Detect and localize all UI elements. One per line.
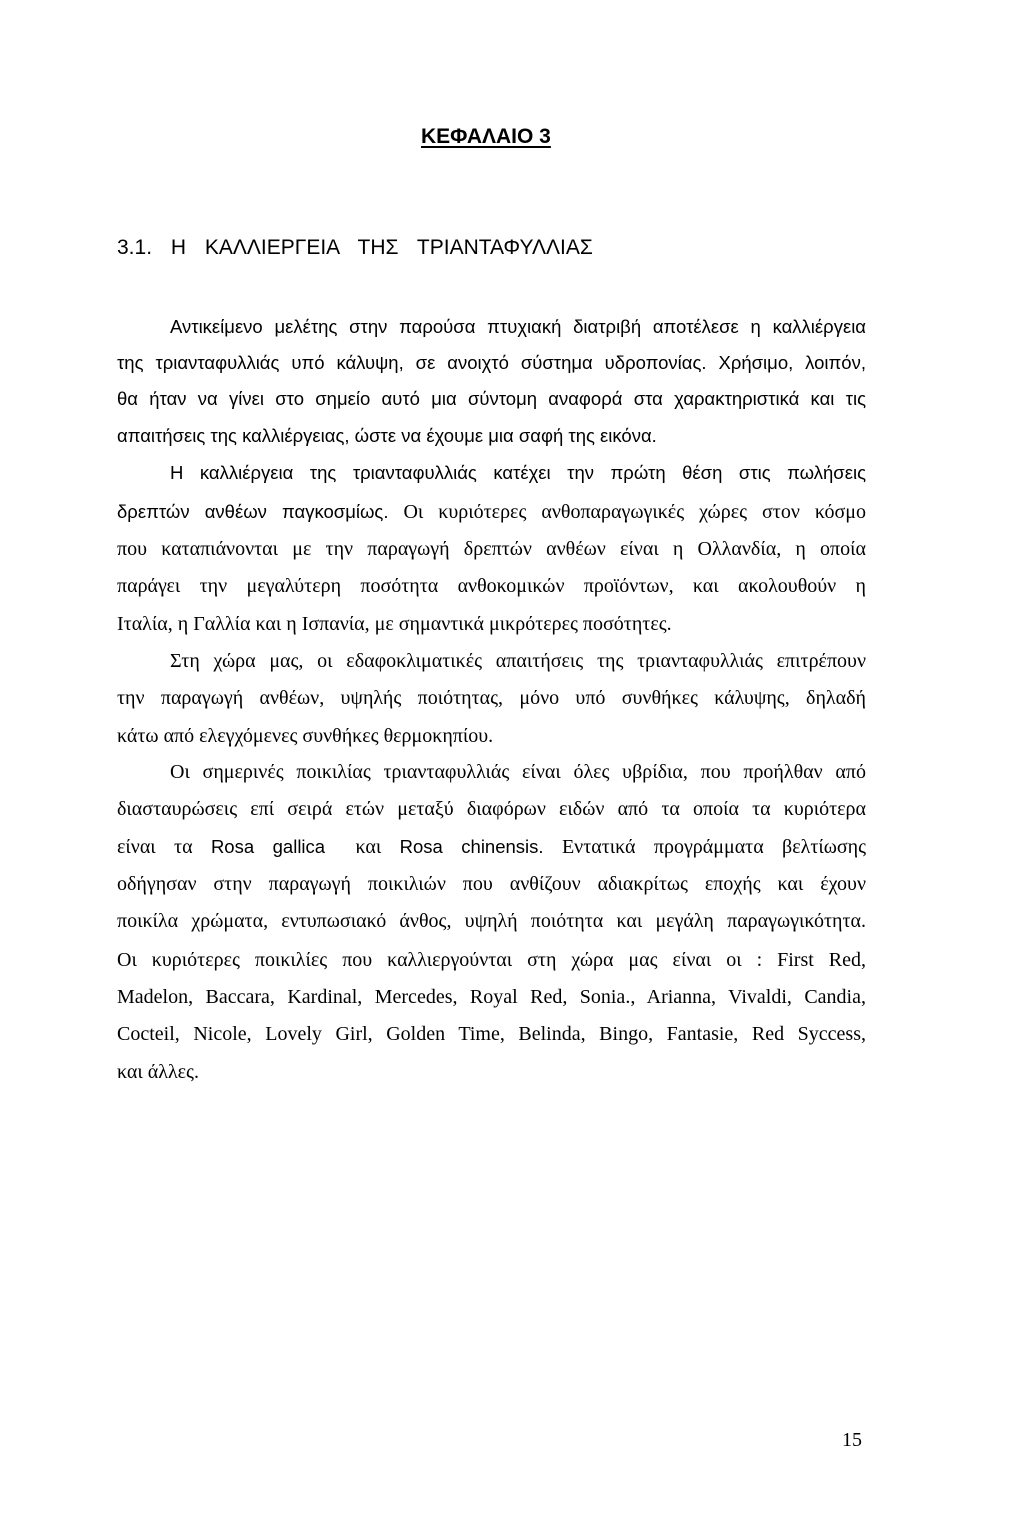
text-line <box>117 723 866 749</box>
text-run: Cocteil, Nicole, Lovely Girl, Golden Time, Belinda, Bingo, Fantasie, Red Syccess, <box>117 1023 866 1045</box>
text-line <box>117 386 866 412</box>
page-number: 15 <box>842 1429 862 1451</box>
section-heading: 3.1. Η ΚΑΛΛΙΕΡΓΕΙΑ ΤΗΣ ΤΡΙΑΝΤΑΦΥΛΛΙΑΣ <box>117 236 593 259</box>
text-line <box>117 423 866 449</box>
text-run: της τριανταφυλλιάς υπό κάλυψη, σε ανοιχτό σύστημα υδροπονίας. Χρήσιμο, λοιπόν, <box>117 352 866 373</box>
text-line <box>117 350 866 376</box>
text-line <box>117 611 866 637</box>
species-name: Rosa chinensis. <box>399 836 544 857</box>
text-run: Ιταλία, η Γαλλία και η Ισπανία, με σημαντικά μικρότερες ποσότητες. <box>117 613 672 635</box>
chapter-title: ΚΕΦΑΛΑΙΟ 3 <box>421 125 551 148</box>
text-run: Οι κυριότερες ανθοπαραγωγικές χώρες στον κόσμο <box>403 501 866 523</box>
text-run: Στη χώρα μας, οι εδαφοκλιματικές απαιτήσεις της τριανταφυλλιάς επιτρέπουν <box>170 650 866 672</box>
text-run: παράγει την μεγαλύτερη ποσότητα ανθοκομικών προϊόντων, και ακολουθούν η <box>117 575 866 597</box>
text-run: Αντικείμενο μελέτης στην παρούσα πτυχιακή διατριβή αποτέλεσε η καλλιέργεια <box>170 316 866 337</box>
text-run: την παραγωγή ανθέων, υψηλής ποιότητας, μόνο υπό συνθήκες κάλυψης, δηλαδή <box>117 687 866 709</box>
text-run: Οι κυριότερες ποικιλίες που καλλιεργούνται στη χώρα μας είναι οι : First Red, <box>117 949 866 971</box>
text-run: και <box>355 836 382 858</box>
text-run: που καταπιάνονται με την παραγωγή δρεπτών ανθέων είναι η Ολλανδία, η οποία <box>117 538 866 560</box>
text-run: Madelon, Baccara, Kardinal, Mercedes, Royal Red, Sonia., Arianna, Vivaldi, Candia, <box>117 986 866 1008</box>
text-line <box>170 314 866 340</box>
text-run: οδήγησαν στην παραγωγή ποικιλιών που ανθίζουν αδιακρίτως εποχής και έχουν <box>117 873 866 895</box>
text-run: είναι τα <box>117 836 193 858</box>
text-line <box>170 460 866 486</box>
text-run: Η καλλιέργεια της τριανταφυλλιάς κατέχει την πρώτη θέση στις πωλήσεις <box>170 462 866 483</box>
text-line <box>117 499 866 525</box>
text-line <box>117 1059 866 1085</box>
text-run: ποικίλα χρώματα, εντυπωσιακό άνθος, υψηλή ποιότητα και μεγάλη παραγωγικότητα. <box>117 910 866 932</box>
text-line <box>117 947 866 973</box>
text-run: Εντατικά προγράμματα βελτίωσης <box>561 836 867 858</box>
text-line <box>170 759 866 785</box>
text-line <box>117 796 866 822</box>
text-run: κάτω από ελεγχόμενες συνθήκες θερμοκηπίου. <box>117 725 494 747</box>
text-run: θα ήταν να γίνει στο σημείο αυτό μια σύντομη αναφορά στα χαρακτηριστικά και τις <box>117 388 866 409</box>
text-run: και άλλες. <box>117 1061 199 1083</box>
text-line <box>170 648 866 674</box>
text-run: Οι σημερινές ποικιλίας τριανταφυλλιάς είναι όλες υβρίδια, που προήλθαν από <box>170 761 866 783</box>
text-line <box>117 908 866 934</box>
text-line <box>117 1021 866 1047</box>
text-run: διασταυρώσεις επί σειρά ετών μεταξύ διαφόρων ειδών από τα οποία τα κυριότερα <box>117 798 866 820</box>
text-line <box>117 536 866 562</box>
text-line <box>117 871 866 897</box>
text-run: απαιτήσεις της καλλιέργειας, ώστε να έχουμε μια σαφή της εικόνα. <box>117 425 657 446</box>
text-line <box>117 834 866 860</box>
text-line <box>117 984 866 1010</box>
text-line <box>117 685 866 711</box>
text-line <box>117 573 866 599</box>
species-name: Rosa gallica <box>210 836 326 857</box>
text-run: δρεπτών ανθέων παγκοσμίως. <box>117 501 389 522</box>
